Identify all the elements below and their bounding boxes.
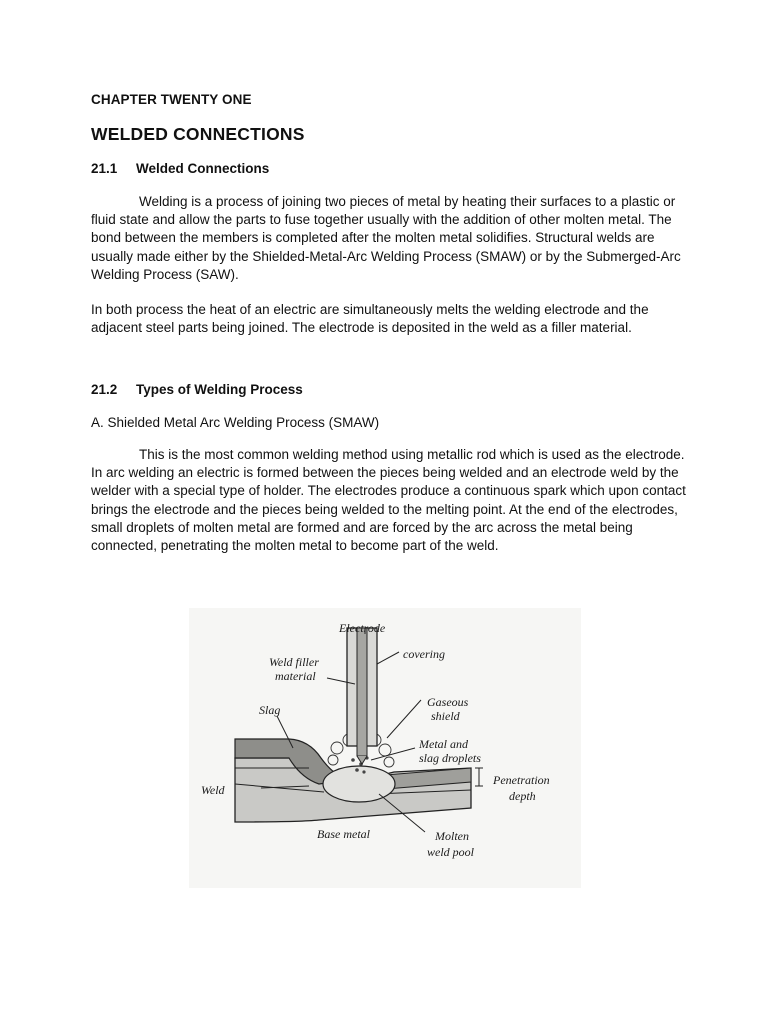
label-electrode: Electrode <box>339 621 386 635</box>
label-weld: Weld <box>201 783 225 797</box>
subheading-smaw: A. Shielded Metal Arc Welding Process (SMAW) <box>91 415 380 430</box>
section-title: Welded Connections <box>136 161 270 176</box>
paragraph-smaw: This is the most common welding method using metallic rod which is used as the electrode. In arc welding an electric is formed between the pieces being welded and an electrode weld by the welder with a special type of holder. The electrodes produce a continuous spark which upon contact brings the electrode and the pieces being welded to the melting point. At the end of the electrodes, small droplets of molten metal are formed and are forced by the arc across the metal being connected, penetrating the molten metal to become part of the weld. <box>91 447 686 554</box>
section-number: 21.2 <box>91 382 118 397</box>
molten-weld-pool <box>323 766 395 802</box>
page-title: WELDED CONNECTIONS <box>91 124 305 144</box>
label-weld-pool: weld pool <box>427 845 474 859</box>
label-metal-and: Metal and <box>419 737 468 751</box>
label-weld-filler-material: material <box>275 669 316 683</box>
section-title: Types of Welding Process <box>136 382 303 397</box>
label-base-metal: Base metal <box>317 827 370 841</box>
label-gaseous: Gaseous <box>427 695 469 709</box>
electrode-tip <box>357 756 367 764</box>
label-slag: Slag <box>259 703 281 717</box>
label-penetration: Penetration <box>493 773 550 787</box>
electrode-core <box>357 628 367 756</box>
label-covering: covering <box>403 647 445 661</box>
paragraph-welding-intro: Welding is a process of joining two pieces of metal by heating their surfaces to a plastic or fluid state and allow the parts to fuse together usually with the addition of other molten metal. The bond between the members is completed after the molten metal solidifies. Structural welds are usually made either by the Shielded-Metal-Arc Welding Process (SMAW) or by the Submerged-Arc Welding Process (SAW). <box>91 194 681 282</box>
section-heading-21-2 <box>91 382 303 397</box>
label-depth: depth <box>509 789 536 803</box>
label-weld-filler: Weld filler <box>269 655 319 669</box>
section-number: 21.1 <box>91 161 118 176</box>
label-molten: Molten <box>435 829 469 843</box>
chapter-label: CHAPTER TWENTY ONE <box>91 92 252 107</box>
section-heading-21-1 <box>91 161 269 176</box>
label-gaseous-shield: shield <box>431 709 460 723</box>
smaw-diagram-svg <box>189 608 581 888</box>
smaw-diagram <box>189 608 581 888</box>
label-slag-droplets: slag droplets <box>419 751 481 765</box>
paragraph-electric-arc: In both process the heat of an electric are simultaneously melts the welding electrode and the adjacent steel parts being joined. The electrode is deposited in the weld as a filler material. <box>91 302 649 336</box>
